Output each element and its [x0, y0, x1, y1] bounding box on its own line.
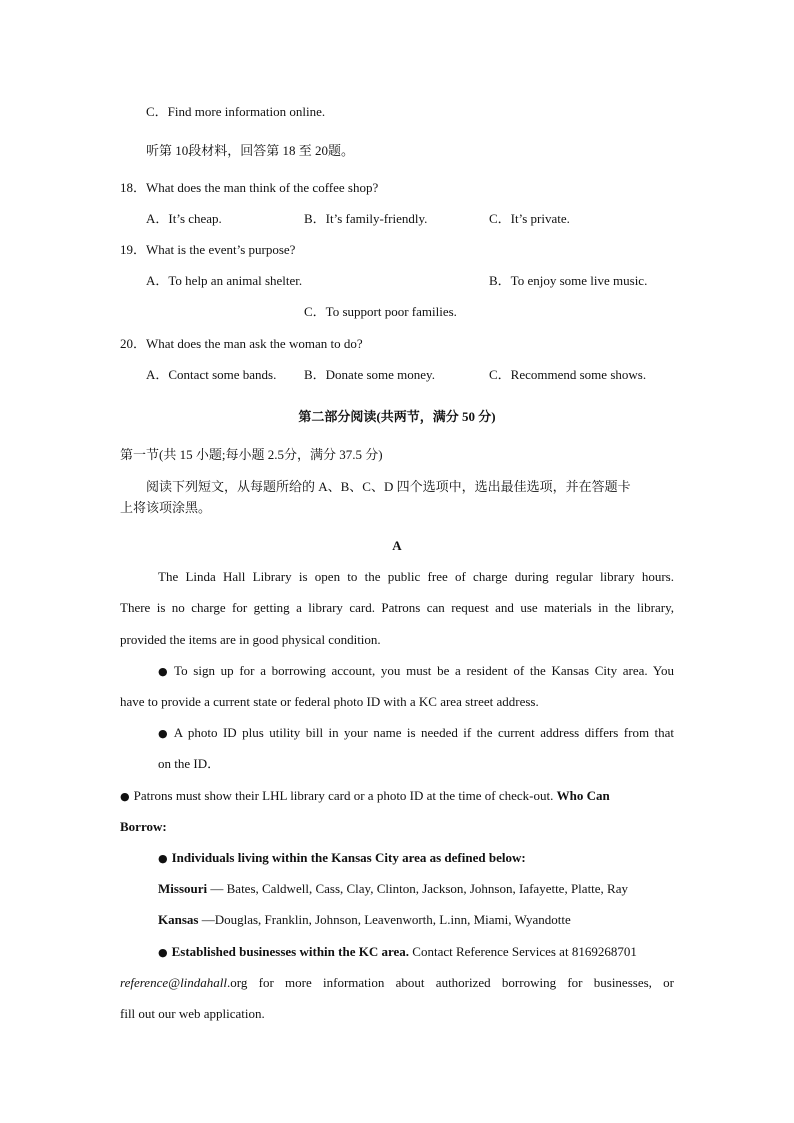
bullet-3-line-1: [120, 787, 610, 806]
section-instruction: 听第 10段材料，回答第 18 至 20题。: [146, 143, 355, 158]
kansas-line: [158, 911, 571, 929]
bullet-icon: ●: [158, 852, 168, 865]
bullet-5-line-1: [158, 943, 637, 962]
question-19-stem: 19．What is the event’s purpose?: [120, 242, 296, 257]
bullet-2-line-1: [158, 724, 674, 743]
kansas-counties: —Douglas, Franklin, Johnson, Leavenworth, L.inn, Miami, Wyandotte: [198, 912, 571, 927]
q19-option-c: C．To support poor families.: [304, 304, 457, 319]
kansas-label: Kansas: [158, 912, 199, 927]
bullet-icon: ●: [120, 790, 130, 803]
q19-option-a: A．To help an animal shelter.: [146, 273, 303, 288]
passage-p1-line-2: There is no charge for getting a library card. Patrons can request and use materials in the library,: [120, 600, 674, 615]
part-two-title: 第二部分阅读(共两节，满分 50 分): [298, 409, 496, 424]
q17-option-c: C．Find more information online.: [146, 104, 326, 119]
question-18-stem: 18．What does the man think of the coffee shop?: [120, 180, 379, 195]
bullet-icon: ●: [158, 727, 170, 740]
bullet-2-line-2: on the ID．: [158, 756, 221, 771]
reading-instruction-line-1: 阅读下列短文，从每题所给的 A、B、C、D 四个选项中，选出最佳选项，并在答题卡: [146, 479, 631, 494]
q18-option-b: B．It’s family-friendly.: [304, 211, 428, 226]
bullet-5-line-2: [120, 974, 674, 992]
bullet-5-text: Contact Reference Services at 8169268701: [409, 944, 637, 959]
q20-option-c: C．Recommend some shows.: [489, 367, 647, 382]
bullet-1-line-2: have to provide a current state or federal photo ID with a KC area street address.: [120, 694, 539, 709]
passage-p1-line-3: provided the items are in good physical condition.: [120, 632, 381, 647]
bullet-1-line-1: [158, 662, 674, 681]
q20-option-a: A．Contact some bands.: [146, 367, 277, 382]
bullet-icon: ●: [158, 946, 168, 959]
section-one-title: 第一节(共 15 小题;每小题 2.5分，满分 37.5 分): [120, 447, 383, 462]
bullet-5-line-3: fill out our web application.: [120, 1006, 265, 1021]
q18-option-c: C．It’s private.: [489, 211, 570, 226]
bullet-1-text: To sign up for a borrowing account, you must be a resident of the Kansas City area. You: [174, 663, 674, 678]
bullet-2-text: A photo ID plus utility bill in your name is needed if the current address differs from that: [173, 725, 674, 740]
q19-option-b: B．To enjoy some live music.: [489, 273, 648, 288]
reading-instruction-line-2: 上将该项涂黑。: [120, 500, 212, 515]
missouri-line: [158, 880, 628, 898]
bullet-4-line: [158, 849, 526, 868]
q20-option-b: B．Donate some money.: [304, 367, 435, 382]
missouri-counties: — Bates, Caldwell, Cass, Clay, Clinton, Jackson, Johnson, Iafayette, Platte, Ray: [207, 881, 628, 896]
bullet-4-text: Individuals living within the Kansas City area as defined below:: [171, 850, 526, 865]
bullet-5-line-2-text: .org for more information about authorized borrowing for businesses, or: [227, 975, 674, 990]
who-can-borrow-heading: Who Can: [556, 788, 610, 803]
missouri-label: Missouri: [158, 881, 208, 896]
passage-p1-line-1: The Linda Hall Library is open to the public free of charge during regular library hours.: [158, 569, 674, 584]
bullet-3-text: Patrons must show their LHL library card or a photo ID at the time of check-out.: [133, 788, 554, 803]
bullet-5-bold: Established businesses within the KC area.: [171, 944, 410, 959]
passage-label: A: [392, 538, 402, 553]
who-can-borrow-heading-cont: Borrow:: [120, 819, 167, 834]
bullet-icon: ●: [158, 665, 171, 678]
q18-option-a: A．It’s cheap.: [146, 211, 222, 226]
question-20-stem: 20．What does the man ask the woman to do?: [120, 336, 363, 351]
reference-email-link[interactable]: reference@lindahall: [120, 975, 228, 990]
